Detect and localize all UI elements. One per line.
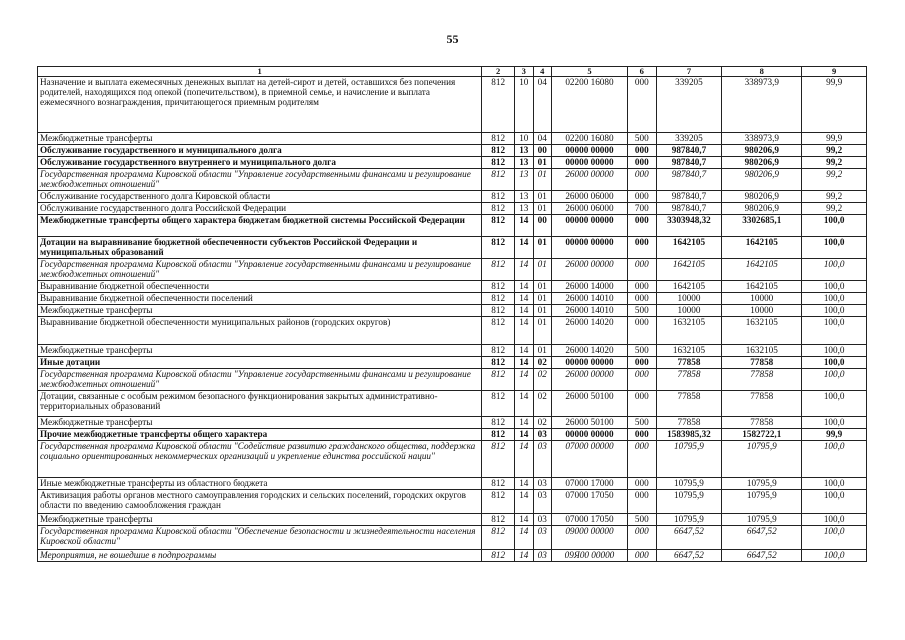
table-row	[38, 417, 867, 429]
row-name-cell: Государственная программа Кировской области "Содействие развитию гражданского общества, поддержка социально ориентированных некоммерческих организаций и укрепление единства российской нации"	[38, 441, 482, 478]
grbs-code-cell: 812	[482, 357, 515, 369]
planned-amount-cell: 10795,9	[656, 441, 722, 478]
row-name-cell: Дотации, связанные с особым режимом безопасного функционирования закрытых административно-территориальных образований	[38, 391, 482, 417]
column-header: 5	[551, 67, 627, 77]
table-body	[38, 77, 867, 562]
target-article-cell: 26000 14000	[551, 281, 627, 293]
target-article-cell: 00000 00000	[551, 215, 627, 237]
planned-amount-cell: 10795,9	[656, 514, 722, 526]
target-article-cell: 26000 14010	[551, 305, 627, 317]
subsection-cell: 03	[533, 550, 551, 562]
column-header: 1	[38, 67, 482, 77]
table-row	[38, 145, 867, 157]
percent-cell: 100,0	[802, 293, 867, 305]
executed-amount-cell: 6647,52	[722, 526, 802, 550]
executed-amount-cell: 77858	[722, 369, 802, 391]
row-name-cell: Иные межбюджетные трансферты из областного бюджета	[38, 478, 482, 490]
target-article-cell: 00000 00000	[551, 145, 627, 157]
planned-amount-cell: 987840,7	[656, 145, 722, 157]
table-row	[38, 215, 867, 237]
planned-amount-cell: 10000	[656, 305, 722, 317]
row-name-cell: Межбюджетные трансферты	[38, 305, 482, 317]
column-header: 6	[627, 67, 656, 77]
target-article-cell: 26000 06000	[551, 203, 627, 215]
percent-cell: 100,0	[802, 357, 867, 369]
percent-cell: 100,0	[802, 490, 867, 514]
expense-type-cell: 000	[627, 369, 656, 391]
planned-amount-cell: 1642105	[656, 237, 722, 259]
percent-cell: 99,2	[802, 203, 867, 215]
executed-amount-cell: 338973,9	[722, 77, 802, 133]
grbs-code-cell: 812	[482, 191, 515, 203]
section-cell: 14	[515, 514, 533, 526]
expense-type-cell: 000	[627, 550, 656, 562]
section-cell: 14	[515, 550, 533, 562]
expense-type-cell: 000	[627, 259, 656, 281]
planned-amount-cell: 6647,52	[656, 526, 722, 550]
expense-type-cell: 000	[627, 191, 656, 203]
subsection-cell: 04	[533, 77, 551, 133]
planned-amount-cell: 339205	[656, 77, 722, 133]
percent-cell: 100,0	[802, 391, 867, 417]
percent-cell: 100,0	[802, 417, 867, 429]
row-name-cell: Дотации на выравнивание бюджетной обеспеченности субъектов Российской Федерации и муниципальных образований	[38, 237, 482, 259]
grbs-code-cell: 812	[482, 259, 515, 281]
planned-amount-cell: 987840,7	[656, 157, 722, 169]
column-header: 3	[515, 67, 533, 77]
section-cell: 14	[515, 429, 533, 441]
target-article-cell: 26000 14020	[551, 317, 627, 345]
subsection-cell: 01	[533, 203, 551, 215]
planned-amount-cell: 10000	[656, 293, 722, 305]
subsection-cell: 00	[533, 145, 551, 157]
section-cell: 14	[515, 215, 533, 237]
planned-amount-cell: 6647,52	[656, 550, 722, 562]
executed-amount-cell: 1642105	[722, 237, 802, 259]
section-cell: 14	[515, 317, 533, 345]
expense-type-cell: 000	[627, 215, 656, 237]
table-row	[38, 429, 867, 441]
executed-amount-cell: 980206,9	[722, 145, 802, 157]
planned-amount-cell: 987840,7	[656, 203, 722, 215]
target-article-cell: 00000 00000	[551, 157, 627, 169]
row-name-cell: Обслуживание государственного долга Российской Федерации	[38, 203, 482, 215]
planned-amount-cell: 1632105	[656, 317, 722, 345]
expense-type-cell: 000	[627, 237, 656, 259]
expense-type-cell: 000	[627, 293, 656, 305]
target-article-cell: 26000 06000	[551, 191, 627, 203]
target-article-cell: 26000 00000	[551, 169, 627, 191]
section-cell: 14	[515, 259, 533, 281]
row-name-cell: Выравнивание бюджетной обеспеченности	[38, 281, 482, 293]
planned-amount-cell: 77858	[656, 417, 722, 429]
table-row	[38, 550, 867, 562]
target-article-cell: 02200 16080	[551, 133, 627, 145]
percent-cell: 100,0	[802, 237, 867, 259]
subsection-cell: 01	[533, 305, 551, 317]
subsection-cell: 03	[533, 441, 551, 478]
expense-type-cell: 000	[627, 77, 656, 133]
row-name-cell: Иные дотации	[38, 357, 482, 369]
expense-type-cell: 000	[627, 429, 656, 441]
executed-amount-cell: 77858	[722, 417, 802, 429]
target-article-cell: 09000 00000	[551, 526, 627, 550]
expense-type-cell: 000	[627, 478, 656, 490]
subsection-cell: 01	[533, 157, 551, 169]
section-cell: 10	[515, 77, 533, 133]
executed-amount-cell: 1642105	[722, 259, 802, 281]
target-article-cell: 07000 17050	[551, 490, 627, 514]
row-name-cell: Обслуживание государственного долга Кировской области	[38, 191, 482, 203]
subsection-cell: 01	[533, 237, 551, 259]
grbs-code-cell: 812	[482, 550, 515, 562]
section-cell: 13	[515, 203, 533, 215]
subsection-cell: 02	[533, 391, 551, 417]
row-name-cell: Выравнивание бюджетной обеспеченности поселений	[38, 293, 482, 305]
percent-cell: 99,9	[802, 77, 867, 133]
percent-cell: 100,0	[802, 259, 867, 281]
table-row	[38, 169, 867, 191]
executed-amount-cell: 980206,9	[722, 203, 802, 215]
target-article-cell: 00000 00000	[551, 237, 627, 259]
expense-type-cell: 000	[627, 391, 656, 417]
row-name-cell: Межбюджетные трансферты	[38, 345, 482, 357]
row-name-cell: Государственная программа Кировской области "Управление государственными финансами и регулирование межбюджетных отношений"	[38, 259, 482, 281]
grbs-code-cell: 812	[482, 281, 515, 293]
planned-amount-cell: 77858	[656, 357, 722, 369]
grbs-code-cell: 812	[482, 526, 515, 550]
executed-amount-cell: 10000	[722, 305, 802, 317]
table-row	[38, 203, 867, 215]
table-row	[38, 345, 867, 357]
expense-type-cell: 700	[627, 203, 656, 215]
budget-table	[37, 66, 867, 562]
table-row	[38, 369, 867, 391]
executed-amount-cell: 3302685,1	[722, 215, 802, 237]
target-article-cell: 26000 00000	[551, 369, 627, 391]
subsection-cell: 01	[533, 317, 551, 345]
target-article-cell: 26000 14010	[551, 293, 627, 305]
table-row	[38, 441, 867, 478]
section-cell: 14	[515, 293, 533, 305]
expense-type-cell: 500	[627, 514, 656, 526]
row-name-cell: Государственная программа Кировской области "Управление государственными финансами и регулирование межбюджетных отношений"	[38, 369, 482, 391]
row-name-cell: Межбюджетные трансферты	[38, 417, 482, 429]
expense-type-cell: 500	[627, 133, 656, 145]
table-row	[38, 281, 867, 293]
target-article-cell: 09Я00 00000	[551, 550, 627, 562]
grbs-code-cell: 812	[482, 203, 515, 215]
executed-amount-cell: 980206,9	[722, 191, 802, 203]
subsection-cell: 01	[533, 281, 551, 293]
executed-amount-cell: 77858	[722, 391, 802, 417]
grbs-code-cell: 812	[482, 514, 515, 526]
grbs-code-cell: 812	[482, 441, 515, 478]
grbs-code-cell: 812	[482, 317, 515, 345]
expense-type-cell: 000	[627, 145, 656, 157]
table-row	[38, 526, 867, 550]
table-row	[38, 490, 867, 514]
subsection-cell: 03	[533, 478, 551, 490]
section-cell: 10	[515, 133, 533, 145]
executed-amount-cell: 10795,9	[722, 441, 802, 478]
planned-amount-cell: 77858	[656, 369, 722, 391]
expense-type-cell: 000	[627, 441, 656, 478]
table-row	[38, 357, 867, 369]
grbs-code-cell: 812	[482, 133, 515, 145]
percent-cell: 100,0	[802, 317, 867, 345]
executed-amount-cell: 10795,9	[722, 514, 802, 526]
expense-type-cell: 500	[627, 345, 656, 357]
grbs-code-cell: 812	[482, 169, 515, 191]
executed-amount-cell: 1632105	[722, 317, 802, 345]
subsection-cell: 01	[533, 293, 551, 305]
row-name-cell: Мероприятия, не вошедшие в подпрограммы	[38, 550, 482, 562]
table-row	[38, 133, 867, 145]
percent-cell: 100,0	[802, 369, 867, 391]
section-cell: 13	[515, 191, 533, 203]
executed-amount-cell: 10795,9	[722, 478, 802, 490]
grbs-code-cell: 812	[482, 157, 515, 169]
table-row	[38, 317, 867, 345]
grbs-code-cell: 812	[482, 77, 515, 133]
percent-cell: 100,0	[802, 305, 867, 317]
target-article-cell: 26000 00000	[551, 259, 627, 281]
row-name-cell: Государственная программа Кировской области "Обеспечение безопасности и жизнедеятельности населения Кировской области"	[38, 526, 482, 550]
expense-type-cell: 000	[627, 526, 656, 550]
subsection-cell: 02	[533, 417, 551, 429]
expense-type-cell: 500	[627, 305, 656, 317]
subsection-cell: 00	[533, 215, 551, 237]
grbs-code-cell: 812	[482, 490, 515, 514]
section-cell: 14	[515, 369, 533, 391]
table-row	[38, 293, 867, 305]
percent-cell: 99,2	[802, 157, 867, 169]
grbs-code-cell: 812	[482, 293, 515, 305]
target-article-cell: 00000 00000	[551, 357, 627, 369]
row-name-cell: Назначение и выплата ежемесячных денежных выплат на детей-сирот и детей, оставшихся без попечения родителей, находящихся под опекой (попечительством), в приемной семье, и начисление и выплата ежемесячного вознаграждения, причитающегося приемным родителям	[38, 77, 482, 133]
executed-amount-cell: 980206,9	[722, 157, 802, 169]
subsection-cell: 04	[533, 133, 551, 145]
target-article-cell: 26000 14020	[551, 345, 627, 357]
section-cell: 14	[515, 305, 533, 317]
target-article-cell: 26000 50100	[551, 417, 627, 429]
subsection-cell: 01	[533, 191, 551, 203]
target-article-cell: 00000 00000	[551, 429, 627, 441]
executed-amount-cell: 1642105	[722, 281, 802, 293]
column-header: 4	[533, 67, 551, 77]
column-header: 8	[722, 67, 802, 77]
column-header: 7	[656, 67, 722, 77]
grbs-code-cell: 812	[482, 237, 515, 259]
planned-amount-cell: 10795,9	[656, 490, 722, 514]
table-row	[38, 514, 867, 526]
percent-cell: 99,2	[802, 145, 867, 157]
subsection-cell: 03	[533, 526, 551, 550]
table-row	[38, 305, 867, 317]
planned-amount-cell: 10795,9	[656, 478, 722, 490]
percent-cell: 100,0	[802, 514, 867, 526]
subsection-cell: 01	[533, 169, 551, 191]
expense-type-cell: 000	[627, 157, 656, 169]
target-article-cell: 07000 17050	[551, 514, 627, 526]
subsection-cell: 02	[533, 369, 551, 391]
grbs-code-cell: 812	[482, 305, 515, 317]
executed-amount-cell: 1632105	[722, 345, 802, 357]
planned-amount-cell: 1583985,32	[656, 429, 722, 441]
executed-amount-cell: 338973,9	[722, 133, 802, 145]
executed-amount-cell: 10795,9	[722, 490, 802, 514]
section-cell: 14	[515, 357, 533, 369]
percent-cell: 99,2	[802, 169, 867, 191]
row-name-cell: Межбюджетные трансферты	[38, 514, 482, 526]
section-cell: 13	[515, 157, 533, 169]
planned-amount-cell: 77858	[656, 391, 722, 417]
planned-amount-cell: 1642105	[656, 259, 722, 281]
expense-type-cell: 000	[627, 169, 656, 191]
section-cell: 13	[515, 145, 533, 157]
row-name-cell: Государственная программа Кировской области "Управление государственными финансами и регулирование межбюджетных отношений"	[38, 169, 482, 191]
grbs-code-cell: 812	[482, 215, 515, 237]
row-name-cell: Активизация работы органов местного самоуправления городских и сельских поселений, городских округов области по введению самообложения граждан	[38, 490, 482, 514]
expense-type-cell: 000	[627, 490, 656, 514]
subsection-cell: 03	[533, 429, 551, 441]
percent-cell: 100,0	[802, 478, 867, 490]
column-header: 2	[482, 67, 515, 77]
table-row	[38, 157, 867, 169]
expense-type-cell: 000	[627, 317, 656, 345]
section-cell: 14	[515, 345, 533, 357]
row-name-cell: Прочие межбюджетные трансферты общего характера	[38, 429, 482, 441]
executed-amount-cell: 6647,52	[722, 550, 802, 562]
executed-amount-cell: 1582722,1	[722, 429, 802, 441]
percent-cell: 99,9	[802, 429, 867, 441]
table-row	[38, 391, 867, 417]
section-cell: 14	[515, 478, 533, 490]
grbs-code-cell: 812	[482, 369, 515, 391]
percent-cell: 99,9	[802, 133, 867, 145]
row-name-cell: Обслуживание государственного внутреннего и муниципального долга	[38, 157, 482, 169]
section-cell: 14	[515, 417, 533, 429]
grbs-code-cell: 812	[482, 417, 515, 429]
subsection-cell: 01	[533, 259, 551, 281]
target-article-cell: 26000 50100	[551, 391, 627, 417]
table-row	[38, 191, 867, 203]
section-cell: 14	[515, 391, 533, 417]
planned-amount-cell: 987840,7	[656, 169, 722, 191]
executed-amount-cell: 980206,9	[722, 169, 802, 191]
percent-cell: 100,0	[802, 441, 867, 478]
table-row	[38, 237, 867, 259]
executed-amount-cell: 10000	[722, 293, 802, 305]
header-row	[38, 67, 867, 77]
target-article-cell: 07000 00000	[551, 441, 627, 478]
planned-amount-cell: 1642105	[656, 281, 722, 293]
planned-amount-cell: 1632105	[656, 345, 722, 357]
percent-cell: 100,0	[802, 550, 867, 562]
expense-type-cell: 000	[627, 357, 656, 369]
subsection-cell: 02	[533, 357, 551, 369]
grbs-code-cell: 812	[482, 391, 515, 417]
planned-amount-cell: 3303948,32	[656, 215, 722, 237]
page-number: 55	[446, 32, 459, 46]
subsection-cell: 01	[533, 345, 551, 357]
section-cell: 14	[515, 281, 533, 293]
section-cell: 14	[515, 526, 533, 550]
grbs-code-cell: 812	[482, 429, 515, 441]
subsection-cell: 03	[533, 514, 551, 526]
grbs-code-cell: 812	[482, 145, 515, 157]
row-name-cell: Выравнивание бюджетной обеспеченности муниципальных районов (городских округов)	[38, 317, 482, 345]
row-name-cell: Межбюджетные трансферты общего характера бюджетам бюджетной системы Российской Федерации	[38, 215, 482, 237]
section-cell: 13	[515, 169, 533, 191]
planned-amount-cell: 987840,7	[656, 191, 722, 203]
percent-cell: 100,0	[802, 215, 867, 237]
section-cell: 14	[515, 490, 533, 514]
expense-type-cell: 000	[627, 281, 656, 293]
column-header: 9	[802, 67, 867, 77]
table-row	[38, 478, 867, 490]
section-cell: 14	[515, 441, 533, 478]
percent-cell: 100,0	[802, 526, 867, 550]
target-article-cell: 02200 16080	[551, 77, 627, 133]
grbs-code-cell: 812	[482, 345, 515, 357]
executed-amount-cell: 77858	[722, 357, 802, 369]
row-name-cell: Межбюджетные трансферты	[38, 133, 482, 145]
grbs-code-cell: 812	[482, 478, 515, 490]
row-name-cell: Обслуживание государственного и муниципального долга	[38, 145, 482, 157]
percent-cell: 99,2	[802, 191, 867, 203]
percent-cell: 100,0	[802, 281, 867, 293]
planned-amount-cell: 339205	[656, 133, 722, 145]
section-cell: 14	[515, 237, 533, 259]
expense-type-cell: 500	[627, 417, 656, 429]
percent-cell: 100,0	[802, 345, 867, 357]
table-row	[38, 259, 867, 281]
subsection-cell: 03	[533, 490, 551, 514]
table-row	[38, 77, 867, 133]
target-article-cell: 07000 17000	[551, 478, 627, 490]
